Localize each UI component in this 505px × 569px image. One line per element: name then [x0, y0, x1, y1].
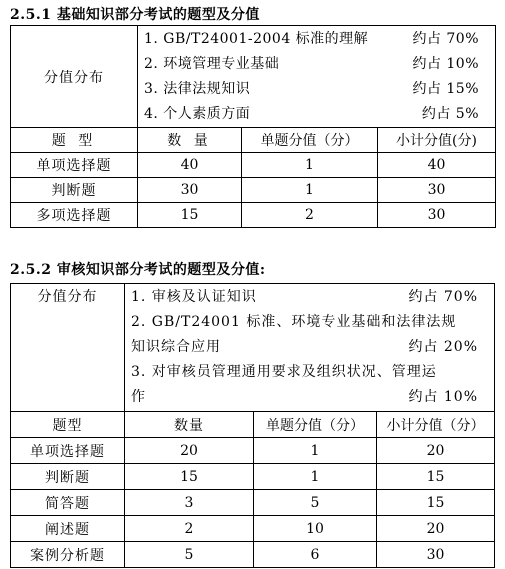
cell: 简答题	[11, 490, 125, 516]
cell: 判断题	[11, 464, 125, 490]
cell: 2	[242, 203, 378, 228]
cell: 15	[377, 490, 495, 516]
cell: 15	[138, 203, 242, 228]
section-2-heading: 2.5.2 审核知识部分考试的题型及分值:	[10, 262, 266, 278]
cell: 1	[242, 153, 378, 178]
cell: 2	[125, 516, 254, 542]
distribution-line: 1. GB/T24001-2004 标准的理解 约占 70%	[144, 30, 480, 47]
header-type: 题 型	[11, 128, 138, 153]
distribution-label: 分值分布	[11, 26, 138, 128]
table-row	[11, 516, 495, 542]
cell: 30	[377, 542, 495, 568]
table-row	[11, 153, 496, 178]
cell: 30	[378, 203, 496, 228]
cell: 30	[378, 178, 496, 203]
cell: 案例分析题	[11, 542, 125, 568]
distribution-line: 4. 个人素质方面 约占 5%	[144, 105, 480, 122]
cell: 40	[378, 153, 496, 178]
distribution-row	[11, 26, 496, 128]
cell: 5	[125, 542, 254, 568]
cell: 15	[125, 464, 254, 490]
header-unit-score: 单题分值（分）	[242, 128, 378, 153]
header-subtotal: 小计分值(分)	[378, 128, 496, 153]
cell: 1	[254, 438, 377, 464]
header-count: 数 量	[138, 128, 242, 153]
cell: 判断题	[11, 178, 138, 203]
cell: 6	[254, 542, 377, 568]
distribution-cell	[138, 26, 496, 128]
table-header-row	[11, 412, 495, 438]
cell: 1	[242, 178, 378, 203]
distribution-cell	[125, 284, 495, 412]
cell: 40	[138, 153, 242, 178]
cell: 30	[138, 178, 242, 203]
header-unit-score: 单题分值（分）	[254, 412, 377, 438]
distribution-label: 分值分布	[11, 284, 125, 412]
distribution-row	[11, 284, 495, 412]
cell: 20	[377, 438, 495, 464]
table-row	[11, 464, 495, 490]
distribution-line: 3. 法律法规知识 约占 15%	[144, 80, 480, 97]
cell: 10	[254, 516, 377, 542]
section-1-heading: 2.5.1 基础知识部分考试的题型及分值	[10, 7, 260, 23]
cell: 20	[377, 516, 495, 542]
cell: 1	[254, 464, 377, 490]
cell: 阐述题	[11, 516, 125, 542]
header-subtotal: 小计分值（分）	[377, 412, 495, 438]
header-type: 题型	[11, 412, 125, 438]
table-row	[11, 203, 496, 228]
table-row	[11, 542, 495, 568]
cell: 5	[254, 490, 377, 516]
table-row	[11, 178, 496, 203]
distribution-line: 2. 环境管理专业基础 约占 10%	[144, 55, 480, 72]
cell: 20	[125, 438, 254, 464]
table-row	[11, 490, 495, 516]
cell: 3	[125, 490, 254, 516]
cell: 多项选择题	[11, 203, 138, 228]
cell: 15	[377, 464, 495, 490]
table-row	[11, 438, 495, 464]
cell: 单项选择题	[11, 438, 125, 464]
table-header-row	[11, 128, 496, 153]
distribution-text: 1. 审核及认证知识 约占 70% 2. GB/T24001 标准、环境专业基础和法律法规 知识综合应用 约占 20% 3. 对审核员管理通用要求及组织状况、管理运 作 约占 10%	[131, 289, 479, 405]
cell: 单项选择题	[11, 153, 138, 178]
header-count: 数量	[125, 412, 254, 438]
section-1-table	[10, 25, 496, 228]
section-2-table	[10, 283, 495, 568]
